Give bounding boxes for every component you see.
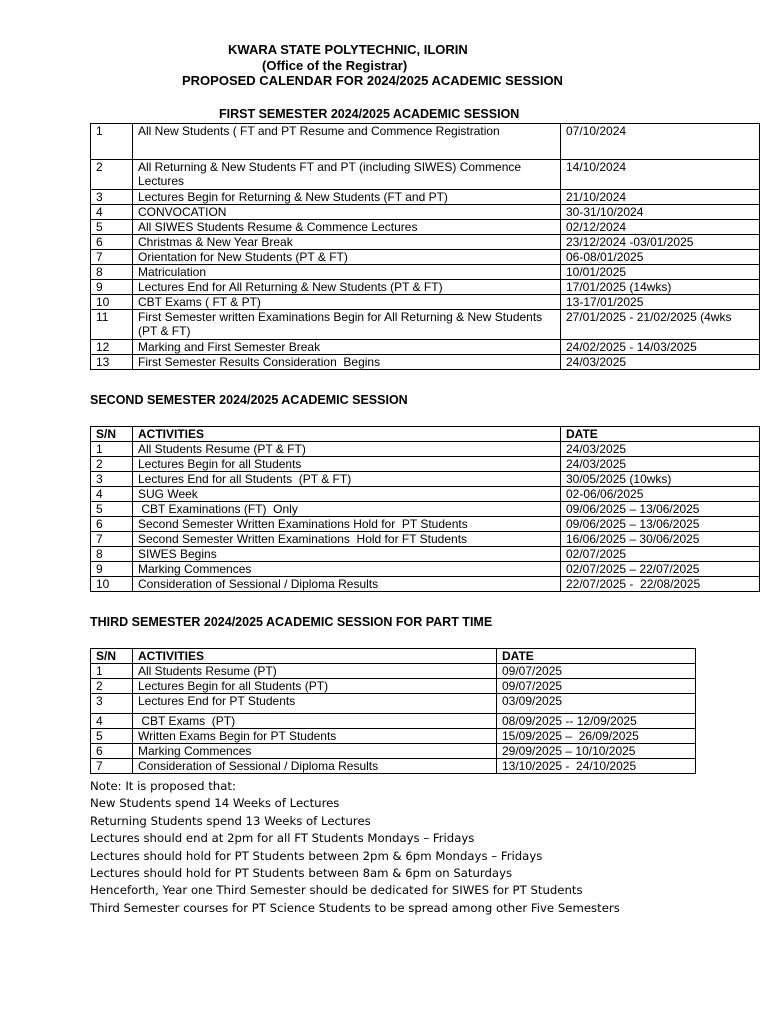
sn-cell: 1 [91,442,133,457]
sn-cell: 1 [91,664,133,679]
institution-name: KWARA STATE POLYTECHNIC, ILORIN [228,42,468,57]
second-semester-title: SECOND SEMESTER 2024/2025 ACADEMIC SESSION [90,393,408,407]
date-cell: 09/07/2025 [497,664,696,679]
activity-cell: Lectures End for PT Students [133,694,497,714]
activity-cell: SIWES Begins [133,547,561,562]
activity-cell: Marking Commences [133,744,497,759]
date-cell: 14/10/2024 [561,160,760,190]
sn-cell: 5 [91,220,133,235]
activity-cell: Consideration of Sessional / Diploma Results [133,759,497,774]
sn-cell: 2 [91,457,133,472]
sn-cell: 6 [91,744,133,759]
sn-cell: 12 [91,340,133,355]
sn-cell: 5 [91,729,133,744]
table-row [91,577,760,592]
first-semester-table [90,123,760,370]
first-semester-title: FIRST SEMESTER 2024/2025 ACADEMIC SESSION [219,107,520,121]
sn-cell: 7 [91,759,133,774]
sn-cell: 1 [91,124,133,160]
date-cell: 02/07/2025 – 22/07/2025 [561,562,760,577]
table-row [91,517,760,532]
table-header-row [91,427,760,442]
date-header: DATE [497,649,696,664]
sn-cell: 6 [91,517,133,532]
table-row [91,547,760,562]
activity-cell: CBT Examinations (FT) Only [133,502,561,517]
sn-cell: 8 [91,265,133,280]
third-semester-table [90,648,696,774]
sn-cell: 5 [91,502,133,517]
table-row [91,532,760,547]
activity-cell: Lectures End for all Students (PT & FT) [133,472,561,487]
sn-cell: 9 [91,280,133,295]
table-row [91,295,760,310]
table-row [91,472,760,487]
activity-cell: CBT Exams ( FT & PT) [133,295,561,310]
date-cell: 08/09/2025 -- 12/09/2025 [497,714,696,729]
date-header: DATE [561,427,760,442]
table-row [91,562,760,577]
date-cell: 15/09/2025 – 26/09/2025 [497,729,696,744]
activity-cell: All Students Resume (PT) [133,664,497,679]
date-cell: 03/09/2025 [497,694,696,714]
activity-cell: Consideration of Sessional / Diploma Results [133,577,561,592]
activity-cell: CBT Exams (PT) [133,714,497,729]
table-row [91,744,696,759]
table-row [91,679,696,694]
activity-cell: Matriculation [133,265,561,280]
activity-cell: Lectures Begin for Returning & New Students (FT and PT) [133,190,561,205]
table-row [91,124,760,160]
table-row [91,190,760,205]
date-cell: 21/10/2024 [561,190,760,205]
sn-cell: 3 [91,472,133,487]
date-cell: 22/07/2025 - 22/08/2025 [561,577,760,592]
date-cell: 24/03/2025 [561,442,760,457]
date-cell: 17/01/2025 (14wks) [561,280,760,295]
activity-cell: Lectures Begin for all Students [133,457,561,472]
activities-header: ACTIVITIES [133,649,497,664]
note-item: Lectures should end at 2pm for all FT Students Mondays – Fridays [90,831,475,846]
activity-cell: SUG Week [133,487,561,502]
sn-cell: 6 [91,235,133,250]
date-cell: 07/10/2024 [561,124,760,160]
table-header-row [91,649,696,664]
activity-cell: Lectures Begin for all Students (PT) [133,679,497,694]
document-title: PROPOSED CALENDAR FOR 2024/2025 ACADEMIC SESSION [182,73,563,88]
date-cell: 02/07/2025 [561,547,760,562]
note-heading: Note: It is proposed that: [90,779,236,793]
table-row [91,205,760,220]
activities-header: ACTIVITIES [133,427,561,442]
table-row [91,664,696,679]
activity-cell: Written Exams Begin for PT Students [133,729,497,744]
table-row [91,714,696,729]
table-row [91,442,760,457]
note-item: Returning Students spend 13 Weeks of Lectures [90,813,371,828]
table-row [91,729,696,744]
date-cell: 13-17/01/2025 [561,295,760,310]
sn-cell: 8 [91,547,133,562]
date-cell: 09/06/2025 – 13/06/2025 [561,517,760,532]
note-item: Third Semester courses for PT Science Students to be spread among other Five Semesters [90,900,620,915]
sn-cell: 13 [91,355,133,370]
note-item: New Students spend 14 Weeks of Lectures [90,796,340,811]
note-item: Lectures should hold for PT Students between 8am & 6pm on Saturdays [90,866,513,881]
activity-cell: All SIWES Students Resume & Commence Lectures [133,220,561,235]
sn-cell: 2 [91,160,133,190]
sn-header: S/N [91,649,133,664]
sn-cell: 3 [91,190,133,205]
date-cell: 16/06/2025 – 30/06/2025 [561,532,760,547]
notes-section [90,778,620,917]
table-row [91,160,760,190]
second-semester-table [90,426,760,592]
sn-cell: 4 [91,714,133,729]
date-cell: 09/07/2025 [497,679,696,694]
activity-cell: Orientation for New Students (PT & FT) [133,250,561,265]
date-cell: 02/12/2024 [561,220,760,235]
date-cell: 29/09/2025 – 10/10/2025 [497,744,696,759]
date-cell: 06-08/01/2025 [561,250,760,265]
activity-cell: Christmas & New Year Break [133,235,561,250]
activity-cell: CONVOCATION [133,205,561,220]
activity-cell: All Students Resume (PT & FT) [133,442,561,457]
activity-cell: All New Students ( FT and PT Resume and Commence Registration [133,124,561,160]
table-row [91,280,760,295]
activity-cell: First Semester Results Consideration Begins [133,355,561,370]
table-row [91,487,760,502]
date-cell: 10/01/2025 [561,265,760,280]
date-cell: 24/02/2025 - 14/03/2025 [561,340,760,355]
activity-cell: Marking Commences [133,562,561,577]
date-cell: 24/03/2025 [561,457,760,472]
date-cell: 30/05/2025 (10wks) [561,472,760,487]
activity-cell: All Returning & New Students FT and PT (including SIWES) Commence Lectures [133,160,561,190]
table-row [91,694,696,714]
table-row [91,457,760,472]
sn-cell: 7 [91,532,133,547]
sn-cell: 2 [91,679,133,694]
activity-cell: First Semester written Examinations Begin for All Returning & New Students (PT & FT) [133,310,561,340]
date-cell: 13/10/2025 - 24/10/2025 [497,759,696,774]
date-cell: 09/06/2025 – 13/06/2025 [561,502,760,517]
sn-cell: 10 [91,577,133,592]
table-row [91,340,760,355]
date-cell: 24/03/2025 [561,355,760,370]
table-row [91,759,696,774]
activity-cell: Second Semester Written Examinations Hold for PT Students [133,517,561,532]
table-row [91,265,760,280]
sn-header: S/N [91,427,133,442]
date-cell: 30-31/10/2024 [561,205,760,220]
table-row [91,310,760,340]
table-row [91,502,760,517]
office-name: (Office of the Registrar) [262,58,408,73]
sn-cell: 3 [91,694,133,714]
sn-cell: 7 [91,250,133,265]
note-item: Henceforth, Year one Third Semester should be dedicated for SIWES for PT Students [90,883,583,898]
table-row [91,220,760,235]
date-cell: 23/12/2024 -03/01/2025 [561,235,760,250]
table-row [91,355,760,370]
date-cell: 02-06/06/2025 [561,487,760,502]
table-row [91,235,760,250]
table-row [91,250,760,265]
sn-cell: 9 [91,562,133,577]
sn-cell: 11 [91,310,133,340]
sn-cell: 4 [91,205,133,220]
note-item: Lectures should hold for PT Students between 2pm & 6pm Mondays – Fridays [90,848,543,863]
third-semester-title: THIRD SEMESTER 2024/2025 ACADEMIC SESSION FOR PART TIME [90,615,493,629]
activity-cell: Marking and First Semester Break [133,340,561,355]
sn-cell: 4 [91,487,133,502]
sn-cell: 10 [91,295,133,310]
activity-cell: Second Semester Written Examinations Hold for FT Students [133,532,561,547]
activity-cell: Lectures End for All Returning & New Students (PT & FT) [133,280,561,295]
date-cell: 27/01/2025 - 21/02/2025 (4wks [561,310,760,340]
